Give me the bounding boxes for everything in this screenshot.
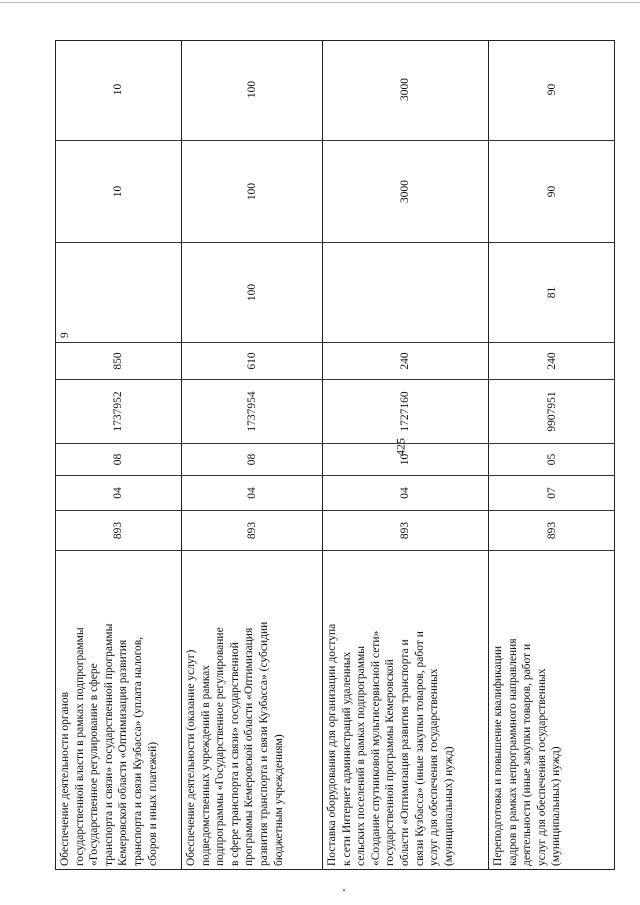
subsection-code: 10 bbox=[323, 444, 488, 476]
amount-year-3: 100 bbox=[182, 40, 322, 141]
amount-year-2: 90 bbox=[489, 141, 615, 243]
page-number: 425 bbox=[393, 438, 408, 456]
description-line: (муниципальных) нужд) bbox=[442, 746, 455, 866]
amount-year-1 bbox=[323, 243, 488, 343]
target-article-code: 1737952 bbox=[56, 380, 181, 444]
description-line: «Создание спутниковой мультисервисной сети» bbox=[369, 630, 382, 866]
description-line: связи Кузбасса» (иные закупки товаров, работ и bbox=[413, 631, 426, 866]
expense-type-code: 240 bbox=[489, 343, 615, 380]
table-row bbox=[56, 40, 181, 869]
description-line: Поставка оборудования для организации доступа bbox=[326, 623, 338, 866]
description-line: кадров в рамках непрограммного направления bbox=[506, 638, 519, 866]
description-line: подведомственных учреждений в рамках bbox=[199, 665, 212, 866]
description-line: услуг для обеспечения государственных bbox=[535, 668, 548, 866]
description-line: «Государственное регулирование в сфере bbox=[88, 663, 101, 866]
expense-type-code: 240 bbox=[323, 343, 488, 380]
expense-type-code: 850 bbox=[56, 343, 181, 380]
row-description bbox=[323, 551, 488, 869]
row-description bbox=[489, 551, 615, 869]
description-line: Переподготовка и повышение квалификации bbox=[492, 645, 504, 866]
amount-year-1: 81 bbox=[489, 243, 615, 343]
amount-value: 9 bbox=[59, 332, 71, 338]
amount-year-3: 3000 bbox=[323, 40, 488, 141]
section-code: 04 bbox=[323, 476, 488, 511]
amount-year-1 bbox=[56, 243, 181, 343]
description-line: Обеспечение деятельности (оказание услуг) bbox=[185, 649, 197, 866]
description-line: программы Кемеровской области «Оптимизация bbox=[243, 627, 256, 866]
rotated-page-content bbox=[55, 40, 615, 870]
table-row bbox=[322, 40, 488, 869]
description-line: (муниципальных) нужд) bbox=[550, 746, 563, 866]
amount-year-2: 100 bbox=[182, 141, 322, 243]
row-description bbox=[56, 551, 181, 869]
admin-code: 893 bbox=[489, 511, 615, 551]
amount-year-3: 10 bbox=[56, 40, 181, 141]
description-line: в сфере транспорта и связи» государственной bbox=[228, 642, 241, 866]
amount-year-1: 100 bbox=[182, 243, 322, 343]
subsection-code: 05 bbox=[489, 444, 615, 476]
amount-year-2: 3000 bbox=[323, 141, 488, 243]
scan-speck bbox=[343, 889, 345, 891]
subsection-code: 08 bbox=[56, 444, 181, 476]
amount-year-2: 10 bbox=[56, 141, 181, 243]
budget-table bbox=[55, 40, 615, 870]
target-article-code: 1727160 bbox=[323, 380, 488, 444]
table-row bbox=[488, 40, 615, 869]
budget-table-area bbox=[55, 40, 615, 870]
section-code: 04 bbox=[56, 476, 181, 511]
description-line: сельских поселений в рамках подпрограммы bbox=[355, 645, 368, 866]
description-line: развития транспорта и связи Кузбасса» (субсидии bbox=[257, 621, 270, 866]
description-line: сборов и иных платежей) bbox=[146, 741, 159, 866]
admin-code: 893 bbox=[56, 511, 181, 551]
section-code: 07 bbox=[489, 476, 615, 511]
description-line: Кемеровской области «Оптимизация развития bbox=[117, 639, 130, 866]
description-line: бюджетным учреждениям) bbox=[272, 734, 285, 866]
row-description bbox=[182, 551, 322, 869]
description-line: транспорта и связи Кузбасса» (уплата налогов, bbox=[131, 636, 144, 866]
amount-year-3: 90 bbox=[489, 40, 615, 141]
target-article-code: 9907951 bbox=[489, 380, 615, 444]
description-line: деятельности (иные закупки товаров, работ и bbox=[521, 643, 534, 866]
description-line: государственной программы Кемеровской bbox=[384, 659, 397, 866]
description-line: к сети Интернет администраций удаленных bbox=[340, 651, 353, 866]
expense-type-code: 610 bbox=[182, 343, 322, 380]
admin-code: 893 bbox=[182, 511, 322, 551]
section-code: 04 bbox=[182, 476, 322, 511]
description-line: услуг для обеспечения государственных bbox=[428, 668, 441, 866]
top-edge-line bbox=[0, 2, 640, 3]
description-line: области «Оптимизация развития транспорта и bbox=[398, 639, 411, 866]
description-line: Обеспечение деятельности органов bbox=[59, 691, 71, 866]
admin-code: 893 bbox=[323, 511, 488, 551]
subsection-code: 08 bbox=[182, 444, 322, 476]
description-line: государственной власти в рамках подпрограммы bbox=[73, 627, 86, 866]
description-line: транспорта и связи» государственной программы bbox=[102, 623, 115, 866]
target-article-code: 1737954 bbox=[182, 380, 322, 444]
table-row bbox=[181, 40, 322, 869]
description-line: подпрограммы «Государственное регулирование bbox=[214, 627, 227, 866]
